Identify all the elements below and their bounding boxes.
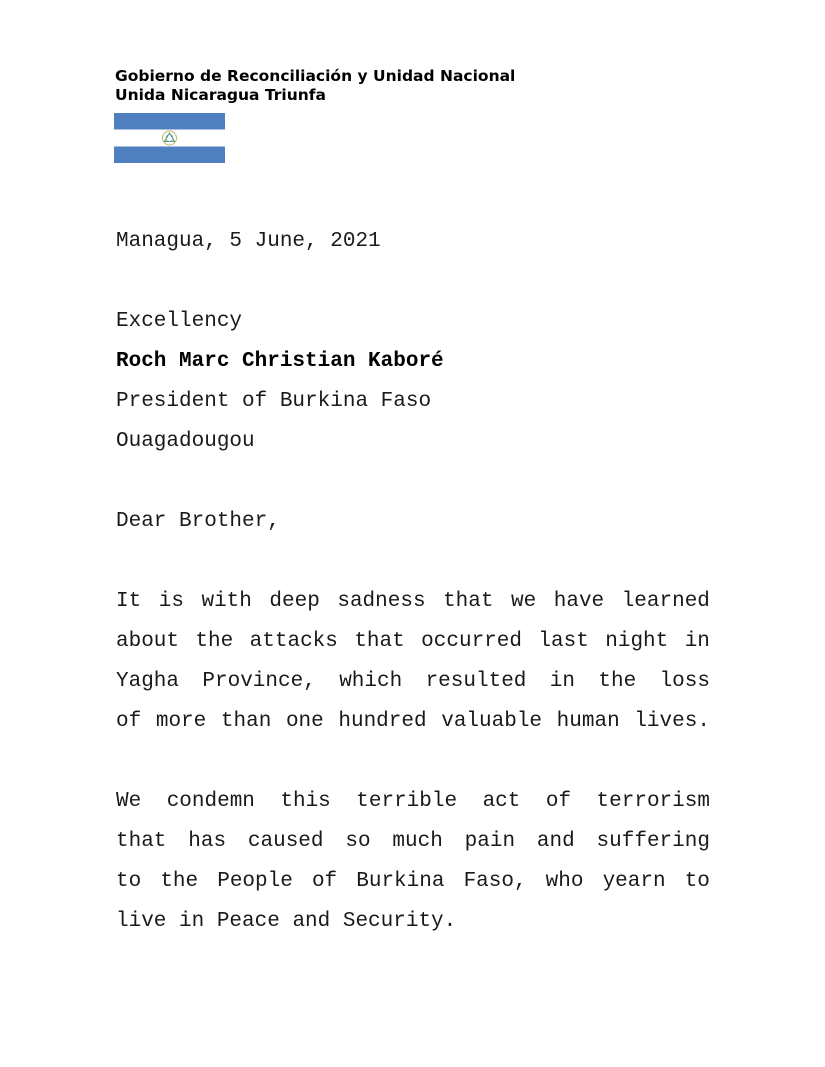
paragraph-word: about <box>116 630 180 653</box>
recipient-title: President of Burkina Faso <box>116 390 432 413</box>
paragraph-word: suffering <box>596 830 710 853</box>
paragraph-word: and <box>536 830 575 853</box>
paragraph-word: loss <box>659 670 710 693</box>
paragraph-word: that <box>354 630 405 653</box>
paragraph-word: the <box>195 630 234 653</box>
paragraph-word: condemn <box>166 790 255 813</box>
recipient-city: Ouagadougou <box>116 430 255 453</box>
paragraph-2 <box>116 782 710 942</box>
paragraph-word: resulted <box>425 670 527 693</box>
paragraph-word: of <box>116 710 142 733</box>
paragraph-line <box>116 622 710 662</box>
paragraph-word: valuable <box>441 710 543 733</box>
paragraph-word: live <box>116 910 167 933</box>
paragraph-word: is <box>158 590 184 613</box>
nicaragua-flag-icon <box>114 113 225 163</box>
paragraph-word: more <box>155 710 207 733</box>
paragraph-word: we <box>511 590 537 613</box>
paragraph-line <box>116 662 710 702</box>
paragraph-word: attacks <box>249 630 338 653</box>
paragraph-word: in <box>179 910 205 933</box>
paragraph-1 <box>116 582 710 742</box>
recipient-name: Roch Marc Christian Kaboré <box>116 350 444 373</box>
paragraph-word: act <box>482 790 521 813</box>
paragraph-word: deep <box>269 590 320 613</box>
paragraph-word: hundred <box>338 710 427 733</box>
paragraph-word: Peace <box>216 910 280 933</box>
paragraph-line <box>116 582 710 622</box>
paragraph-word: one <box>285 710 324 733</box>
paragraph-word: and <box>292 910 331 933</box>
paragraph-word: occurred <box>421 630 522 653</box>
paragraph-word: to <box>684 870 710 893</box>
paragraph-word: this <box>280 790 331 813</box>
paragraph-word: with <box>201 590 252 613</box>
letterhead-slogan: Unida Nicaragua Triunfa <box>115 86 327 104</box>
paragraph-word: Security. <box>342 910 457 933</box>
paragraph-line <box>116 782 710 822</box>
paragraph-word: caused <box>247 830 324 853</box>
paragraph-word: sadness <box>337 590 426 613</box>
paragraph-word: the <box>598 670 637 693</box>
paragraph-word: terrible <box>356 790 458 813</box>
paragraph-word: of <box>311 870 338 893</box>
paragraph-word: so <box>345 830 371 853</box>
paragraph-word: Faso, <box>463 870 527 893</box>
paragraph-word: night <box>605 630 669 653</box>
letterhead <box>115 67 515 105</box>
salutation-title: Excellency <box>116 310 243 333</box>
paragraph-word: yearn <box>602 870 666 893</box>
letterhead-government-name: Gobierno de Reconciliación y Unidad Nacional <box>115 67 516 85</box>
paragraph-word: last <box>538 630 589 653</box>
paragraph-word: of <box>545 790 572 813</box>
paragraph-word: to <box>116 870 142 893</box>
paragraph-word: have <box>553 590 605 613</box>
paragraph-word: We <box>116 790 142 813</box>
paragraph-word: pain <box>464 830 516 853</box>
paragraph-word: in <box>549 670 575 693</box>
paragraph-word: who <box>545 870 584 893</box>
paragraph-word: much <box>392 830 443 853</box>
paragraph-word: which <box>339 670 403 693</box>
paragraph-word: Province, <box>202 670 316 693</box>
paragraph-line <box>116 702 710 742</box>
paragraph-word: terrorism <box>596 790 710 813</box>
paragraph-word: Burkina <box>356 870 445 893</box>
paragraph-line <box>116 862 710 902</box>
paragraph-word: human <box>556 710 620 733</box>
paragraph-word: learned <box>621 590 710 613</box>
paragraph-word: that <box>116 830 167 853</box>
paragraph-line <box>116 822 710 862</box>
paragraph-word: in <box>684 630 710 653</box>
place-date: Managua, 5 June, 2021 <box>116 230 381 253</box>
greeting: Dear Brother, <box>116 510 280 533</box>
paragraph-word: than <box>220 710 272 733</box>
paragraph-word: It <box>116 590 142 613</box>
paragraph-word: that <box>443 590 494 613</box>
paragraph-line <box>116 902 710 942</box>
paragraph-word: the <box>160 870 199 893</box>
paragraph-word: has <box>188 830 227 853</box>
paragraph-word: Yagha <box>116 670 180 693</box>
paragraph-word: lives. <box>634 710 710 733</box>
paragraph-word: People <box>217 870 293 893</box>
